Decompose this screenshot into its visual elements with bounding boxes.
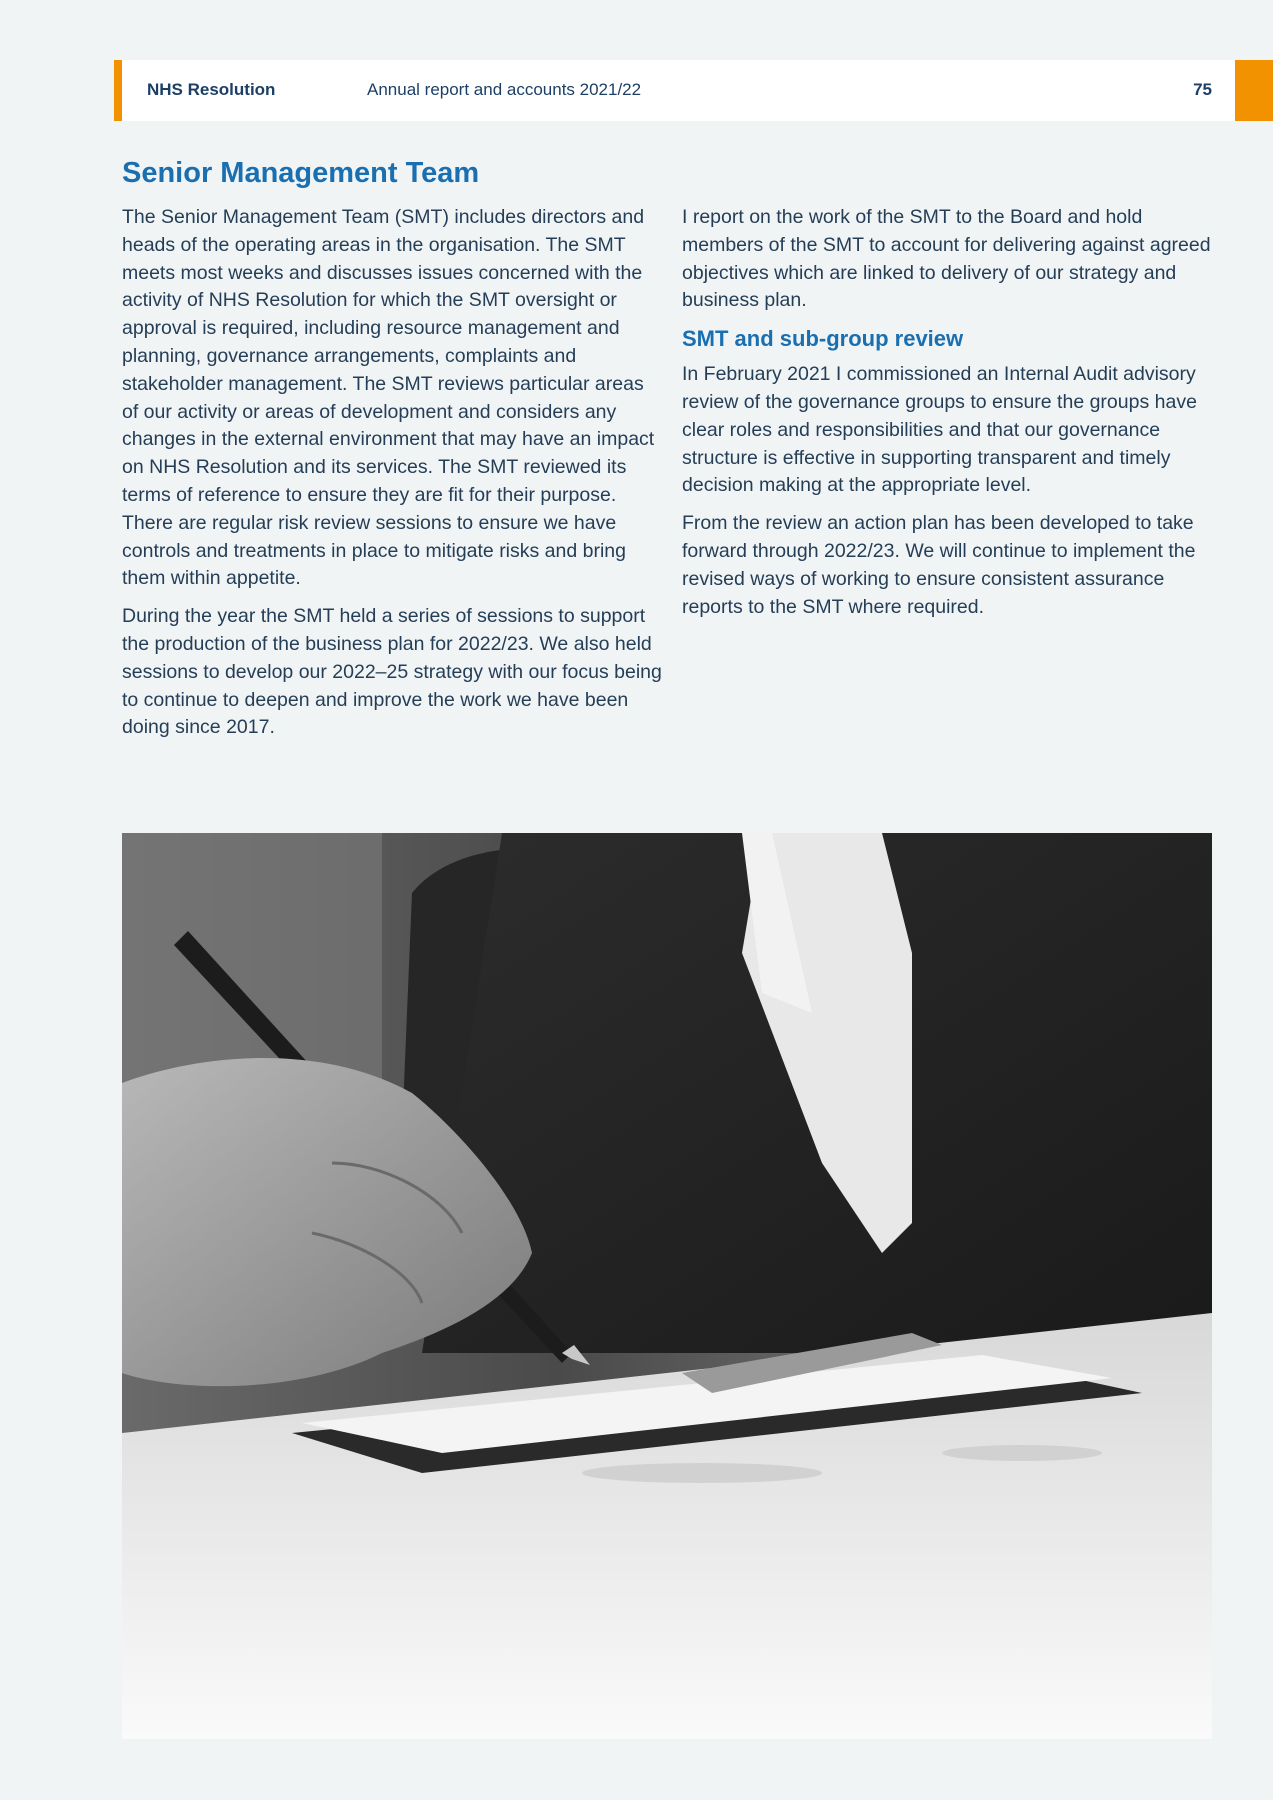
paragraph: The Senior Management Team (SMT) includes directors and heads of the operating areas in the organisation. The SMT meets most weeks and discusses issues concerned with the activity of NHS Resolution for which the SMT oversight or approval is required, including resource management and planning, governance arrangements, complaints and stakeholder management. The SMT reviews particular areas of our activity or areas of development and considers any changes in the external environment that may have an impact on NHS Resolution and its services. The SMT reviewed its terms of reference to ensure they are fit for their purpose. There are regular risk review sessions to ensure we have controls and treatments in place to mitigate risks and bring them within appetite. bbox=[122, 206, 655, 590]
subheading: SMT and sub-group review bbox=[682, 326, 964, 352]
right-column bbox=[682, 204, 1217, 631]
left-column bbox=[122, 204, 662, 752]
paragraph: From the review an action plan has been developed to take forward through 2022/23. We will continue to implement the revised ways of working to ensure consistent assurance reports to the SMT where required. bbox=[682, 512, 1196, 618]
header-accent-right bbox=[1235, 60, 1273, 121]
photo-hand-writing-on-clipboard bbox=[122, 833, 1212, 1739]
paragraph: In February 2021 I commissioned an Internal Audit advisory review of the governance groups to ensure the groups have clear roles and responsibilities and that our governance structure is effective in supporting transparent and timely decision making at the appropriate level. bbox=[682, 363, 1197, 497]
organisation-name: NHS Resolution bbox=[147, 80, 276, 99]
page-header bbox=[114, 60, 1235, 121]
section-title: Senior Management Team bbox=[122, 157, 480, 189]
page-number: 75 bbox=[1193, 80, 1212, 99]
paragraph: During the year the SMT held a series of sessions to support the production of the business plan for 2022/23. We also held sessions to develop our 2022–25 strategy with our focus being to continue to deepen and improve the work we have been doing since 2017. bbox=[122, 605, 662, 739]
paragraph: I report on the work of the SMT to the Board and hold members of the SMT to account for delivering against agreed objectives which are linked to delivery of our strategy and business plan. bbox=[682, 206, 1211, 312]
report-title: Annual report and accounts 2021/22 bbox=[367, 80, 642, 99]
header-accent-left bbox=[114, 60, 122, 121]
